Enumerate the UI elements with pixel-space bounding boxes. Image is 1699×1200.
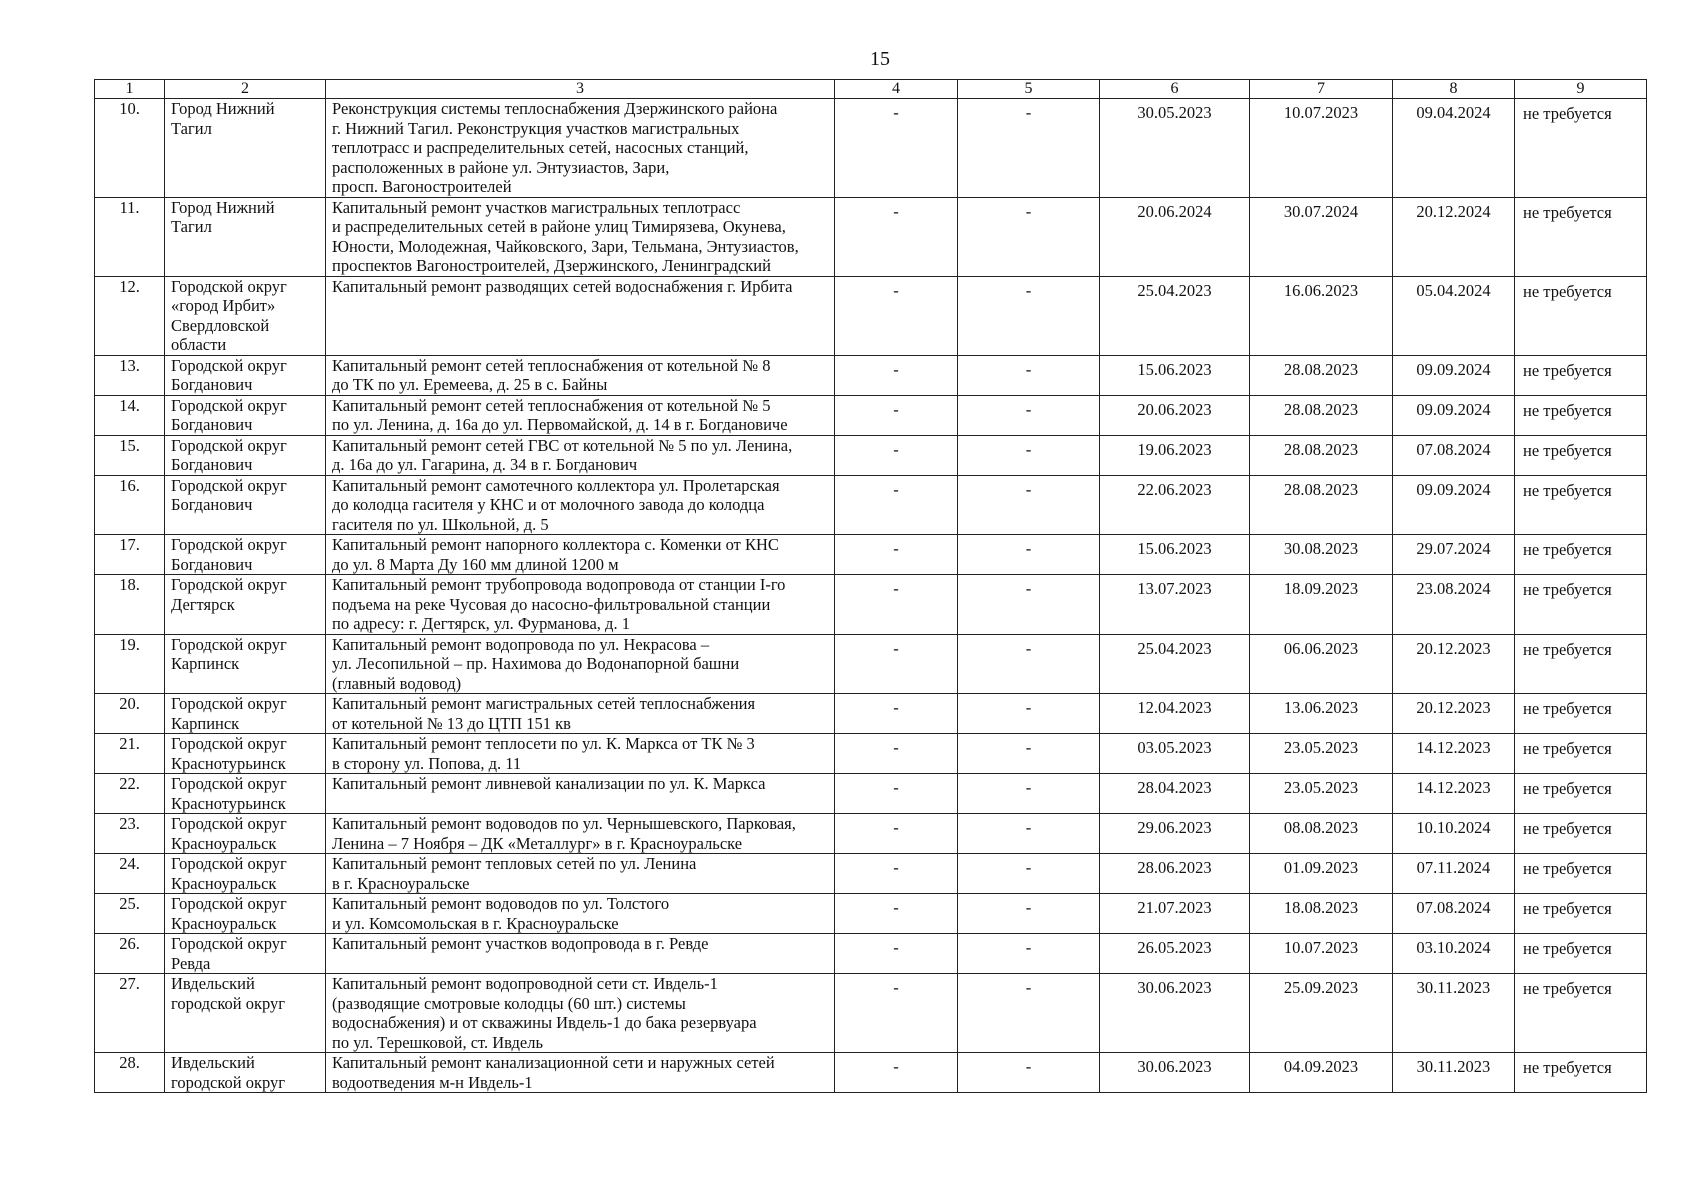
municipality-line: Карпинск	[171, 713, 240, 733]
column-4-value: -	[835, 854, 958, 894]
row-number: 12.	[95, 276, 165, 355]
date-column-8: 09.09.2024	[1393, 355, 1515, 395]
work-description-line: по ул. Терешковой, ст. Ивдель	[332, 1032, 544, 1052]
date-column-7: 18.08.2023	[1250, 894, 1393, 934]
requirement-status: не требуется	[1515, 974, 1647, 1053]
work-description-line: Капитальный ремонт теплосети по ул. К. Маркса от ТК № 3	[332, 734, 755, 753]
row-number: 25.	[95, 894, 165, 934]
column-4-value: -	[835, 475, 958, 535]
requirement-status: не требуется	[1515, 435, 1647, 475]
municipality-cell	[165, 355, 326, 395]
date-column-6: 12.04.2023	[1100, 694, 1250, 734]
municipality-line: городской округ	[171, 1072, 286, 1092]
municipality-line: Городской округ	[171, 475, 287, 495]
requirement-status: не требуется	[1515, 734, 1647, 774]
municipality-line: Ивдельский	[171, 974, 255, 993]
row-number: 20.	[95, 694, 165, 734]
date-column-7: 18.09.2023	[1250, 575, 1393, 635]
work-description-line: гасителя по ул. Школьной, д. 5	[332, 514, 549, 534]
municipality-line: Городской округ	[171, 854, 287, 873]
work-description-line: (главный водовод)	[332, 673, 462, 693]
date-column-7: 30.07.2024	[1250, 197, 1393, 276]
work-description-line: Капитальный ремонт сетей теплоснабжения от котельной № 5	[332, 395, 771, 415]
column-header: 5	[958, 80, 1100, 99]
municipality-line: Городской округ	[171, 774, 287, 793]
date-column-6: 03.05.2023	[1100, 734, 1250, 774]
municipality-line: Красноуральск	[171, 873, 277, 893]
date-column-8: 07.11.2024	[1393, 854, 1515, 894]
work-description-line: расположенных в районе ул. Энтузиастов, Зари,	[332, 157, 670, 177]
work-description-line: Капитальный ремонт водопровода по ул. Некрасова –	[332, 634, 710, 654]
date-column-7: 01.09.2023	[1250, 854, 1393, 894]
work-description-line: Капитальный ремонт участков магистральных теплотрасс	[332, 197, 741, 217]
work-description-line: ул. Лесопильной – пр. Нахимова до Водонапорной башни	[332, 654, 740, 673]
municipality-cell	[165, 894, 326, 934]
work-description-line: Юности, Молодежная, Чайковского, Зари, Тельмана, Энтузиастов,	[332, 236, 799, 256]
municipality-line: Городской округ	[171, 814, 287, 833]
column-header: 8	[1393, 80, 1515, 99]
work-description-cell	[326, 1053, 835, 1093]
work-description-line: просп. Вагоностроителей	[332, 177, 512, 196]
date-column-6: 29.06.2023	[1100, 814, 1250, 854]
date-column-6: 30.06.2023	[1100, 1053, 1250, 1093]
requirement-status: не требуется	[1515, 99, 1647, 198]
column-header: 6	[1100, 80, 1250, 99]
municipality-line: Краснотурьинск	[171, 753, 286, 773]
table-row	[95, 535, 1647, 575]
municipality-line: Городской округ	[171, 435, 287, 455]
work-description-line: до колодца гасителя у КНС и от молочного завода до колодца	[332, 495, 765, 514]
row-number: 21.	[95, 734, 165, 774]
work-description-line: по ул. Ленина, д. 16а до ул. Первомайской, д. 14 в г. Богдановиче	[332, 415, 788, 434]
table-row	[95, 197, 1647, 276]
municipality-line: Город Нижний	[171, 197, 275, 217]
municipality-line: Ивдельский	[171, 1053, 255, 1072]
municipality-line: Карпинск	[171, 654, 240, 673]
date-column-6: 28.04.2023	[1100, 774, 1250, 814]
work-description-cell	[326, 774, 835, 814]
column-5-value: -	[958, 974, 1100, 1053]
work-description-line: проспектов Вагоностроителей, Дзержинского, Ленинградский	[332, 256, 771, 275]
table-body	[95, 80, 1647, 1093]
date-column-7: 08.08.2023	[1250, 814, 1393, 854]
work-description-line: Капитальный ремонт канализационной сети и наружных сетей	[332, 1053, 775, 1072]
table-row	[95, 854, 1647, 894]
date-column-6: 21.07.2023	[1100, 894, 1250, 934]
work-description-line: (разводящие смотровые колодцы (60 шт.) системы	[332, 993, 686, 1013]
municipality-line: Богданович	[171, 415, 253, 434]
municipality-line: Тагил	[171, 118, 212, 138]
work-description-cell	[326, 734, 835, 774]
requirement-status: не требуется	[1515, 854, 1647, 894]
work-description-line: д. 16а до ул. Гагарина, д. 34 в г. Богданович	[332, 455, 638, 474]
table-row	[95, 774, 1647, 814]
work-description-cell	[326, 854, 835, 894]
work-description-line: Капитальный ремонт участков водопровода в г. Ревде	[332, 934, 709, 953]
municipality-line: Городской округ	[171, 734, 287, 753]
row-number: 14.	[95, 395, 165, 435]
work-description-line: водоотведения м-н Ивдель-1	[332, 1072, 533, 1092]
column-4-value: -	[835, 197, 958, 276]
municipality-line: Городской округ	[171, 575, 287, 594]
work-description-line: Капитальный ремонт напорного коллектора с. Коменки от КНС	[332, 535, 779, 554]
municipality-line: Богданович	[171, 455, 253, 474]
requirement-status: не требуется	[1515, 694, 1647, 734]
column-5-value: -	[958, 694, 1100, 734]
municipality-cell	[165, 694, 326, 734]
column-4-value: -	[835, 774, 958, 814]
table-row	[95, 934, 1647, 974]
work-description-cell	[326, 694, 835, 734]
date-column-6: 25.04.2023	[1100, 276, 1250, 355]
work-description-line: г. Нижний Тагил. Реконструкция участков магистральных	[332, 118, 740, 138]
column-5-value: -	[958, 276, 1100, 355]
requirement-status: не требуется	[1515, 575, 1647, 635]
row-number: 22.	[95, 774, 165, 814]
work-description-line: Капитальный ремонт сетей теплоснабжения от котельной № 8	[332, 355, 771, 375]
table-row	[95, 634, 1647, 694]
work-description-line: Капитальный ремонт сетей ГВС от котельной № 5 по ул. Ленина,	[332, 435, 793, 455]
row-number: 17.	[95, 535, 165, 575]
table-row	[95, 575, 1647, 635]
municipality-cell	[165, 814, 326, 854]
work-description-cell	[326, 99, 835, 198]
requirement-status: не требуется	[1515, 535, 1647, 575]
date-column-6: 15.06.2023	[1100, 355, 1250, 395]
row-number: 13.	[95, 355, 165, 395]
work-description-cell	[326, 974, 835, 1053]
date-column-7: 28.08.2023	[1250, 395, 1393, 435]
municipality-cell	[165, 575, 326, 635]
date-column-8: 14.12.2023	[1393, 774, 1515, 814]
row-number: 19.	[95, 634, 165, 694]
column-5-value: -	[958, 934, 1100, 974]
work-description-line: по адресу: г. Дегтярск, ул. Фурманова, д. 1	[332, 614, 630, 633]
requirement-status: не требуется	[1515, 1053, 1647, 1093]
table-row	[95, 99, 1647, 198]
date-column-7: 23.05.2023	[1250, 774, 1393, 814]
municipality-cell	[165, 276, 326, 355]
column-header: 1	[95, 80, 165, 99]
column-5-value: -	[958, 734, 1100, 774]
table-row	[95, 814, 1647, 854]
work-description-line: водоснабжения) и от скважины Ивдель-1 до бака резервуара	[332, 1013, 757, 1032]
date-column-7: 10.07.2023	[1250, 934, 1393, 974]
date-column-6: 13.07.2023	[1100, 575, 1250, 635]
municipality-line: Городской округ	[171, 355, 287, 375]
work-description-line: Капитальный ремонт трубопровода водопровода от станции I-го	[332, 575, 786, 594]
municipality-cell	[165, 99, 326, 198]
municipality-line: Городской округ	[171, 694, 287, 713]
column-4-value: -	[835, 734, 958, 774]
date-column-8: 30.11.2023	[1393, 1053, 1515, 1093]
column-4-value: -	[835, 435, 958, 475]
column-4-value: -	[835, 634, 958, 694]
table-row	[95, 276, 1647, 355]
column-number-row	[95, 80, 1647, 99]
requirement-status: не требуется	[1515, 276, 1647, 355]
work-description-line: от котельной № 13 до ЦТП 151 кв	[332, 713, 571, 733]
date-column-6: 19.06.2023	[1100, 435, 1250, 475]
column-5-value: -	[958, 535, 1100, 575]
requirement-status: не требуется	[1515, 774, 1647, 814]
column-header: 7	[1250, 80, 1393, 99]
column-5-value: -	[958, 634, 1100, 694]
work-description-line: до ул. 8 Марта Ду 160 мм длиной 1200 м	[332, 554, 619, 574]
work-description-line: Реконструкция системы теплоснабжения Дзержинского района	[332, 99, 778, 118]
work-description-cell	[326, 475, 835, 535]
municipality-cell	[165, 197, 326, 276]
requirement-status: не требуется	[1515, 355, 1647, 395]
date-column-7: 10.07.2023	[1250, 99, 1393, 198]
column-header: 2	[165, 80, 326, 99]
work-description-line: и распределительных сетей в районе улиц Тимирязева, Окунева,	[332, 217, 786, 236]
municipality-line: «город Ирбит»	[171, 296, 276, 315]
work-description-cell	[326, 814, 835, 854]
work-description-line: Капитальный ремонт тепловых сетей по ул. Ленина	[332, 854, 697, 873]
table-row	[95, 395, 1647, 435]
column-5-value: -	[958, 854, 1100, 894]
row-number: 11.	[95, 197, 165, 276]
date-column-6: 28.06.2023	[1100, 854, 1250, 894]
date-column-7: 04.09.2023	[1250, 1053, 1393, 1093]
municipality-line: Краснотурьинск	[171, 793, 286, 813]
column-5-value: -	[958, 1053, 1100, 1093]
work-description-cell	[326, 197, 835, 276]
municipality-line: Город Нижний	[171, 99, 275, 118]
date-column-6: 20.06.2023	[1100, 395, 1250, 435]
row-number: 24.	[95, 854, 165, 894]
requirement-status: не требуется	[1515, 894, 1647, 934]
municipality-line: Богданович	[171, 495, 253, 514]
column-4-value: -	[835, 395, 958, 435]
row-number: 26.	[95, 934, 165, 974]
municipality-cell	[165, 734, 326, 774]
column-4-value: -	[835, 974, 958, 1053]
municipality-cell	[165, 854, 326, 894]
municipality-line: Тагил	[171, 217, 212, 236]
work-description-line: Капитальный ремонт разводящих сетей водоснабжения г. Ирбита	[332, 276, 793, 296]
date-column-7: 28.08.2023	[1250, 435, 1393, 475]
table-row	[95, 734, 1647, 774]
column-4-value: -	[835, 694, 958, 734]
row-number: 16.	[95, 475, 165, 535]
date-column-6: 26.05.2023	[1100, 934, 1250, 974]
page-number: 15	[870, 48, 890, 70]
column-header: 3	[326, 80, 835, 99]
requirement-status: не требуется	[1515, 934, 1647, 974]
work-description-line: и ул. Комсомольская в г. Красноуральске	[332, 913, 619, 933]
work-description-line: в г. Красноуральске	[332, 873, 470, 893]
municipality-cell	[165, 774, 326, 814]
column-5-value: -	[958, 575, 1100, 635]
column-5-value: -	[958, 475, 1100, 535]
municipality-cell	[165, 1053, 326, 1093]
date-column-8: 10.10.2024	[1393, 814, 1515, 854]
column-header: 4	[835, 80, 958, 99]
requirement-status: не требуется	[1515, 475, 1647, 535]
table-row	[95, 694, 1647, 734]
date-column-8: 14.12.2023	[1393, 734, 1515, 774]
municipality-cell	[165, 535, 326, 575]
municipality-line: Богданович	[171, 554, 253, 574]
date-column-7: 06.06.2023	[1250, 634, 1393, 694]
column-4-value: -	[835, 355, 958, 395]
column-4-value: -	[835, 934, 958, 974]
column-5-value: -	[958, 395, 1100, 435]
date-column-6: 30.06.2023	[1100, 974, 1250, 1053]
table-row	[95, 475, 1647, 535]
work-description-cell	[326, 395, 835, 435]
column-5-value: -	[958, 774, 1100, 814]
municipality-cell	[165, 475, 326, 535]
requirement-status: не требуется	[1515, 634, 1647, 694]
date-column-7: 16.06.2023	[1250, 276, 1393, 355]
date-column-8: 07.08.2024	[1393, 435, 1515, 475]
date-column-8: 09.09.2024	[1393, 475, 1515, 535]
column-5-value: -	[958, 814, 1100, 854]
date-column-8: 20.12.2024	[1393, 197, 1515, 276]
date-column-8: 09.04.2024	[1393, 99, 1515, 198]
date-column-8: 05.04.2024	[1393, 276, 1515, 355]
date-column-8: 29.07.2024	[1393, 535, 1515, 575]
municipality-cell	[165, 634, 326, 694]
column-5-value: -	[958, 894, 1100, 934]
work-description-line: Капитальный ремонт водоводов по ул. Толстого	[332, 894, 670, 913]
date-column-7: 28.08.2023	[1250, 355, 1393, 395]
municipality-cell	[165, 934, 326, 974]
municipality-line: Городской округ	[171, 634, 287, 654]
date-column-8: 20.12.2023	[1393, 634, 1515, 694]
date-column-7: 25.09.2023	[1250, 974, 1393, 1053]
municipality-line: области	[171, 335, 227, 354]
municipality-line: Ревда	[171, 953, 211, 973]
municipality-line: Городской округ	[171, 535, 287, 554]
column-5-value: -	[958, 355, 1100, 395]
row-number: 27.	[95, 974, 165, 1053]
work-description-cell	[326, 355, 835, 395]
work-description-line: подъема на реке Чусовая до насосно-фильтровальной станции	[332, 594, 771, 614]
column-header: 9	[1515, 80, 1647, 99]
date-column-7: 30.08.2023	[1250, 535, 1393, 575]
table-row	[95, 435, 1647, 475]
column-5-value: -	[958, 197, 1100, 276]
column-4-value: -	[835, 1053, 958, 1093]
date-column-6: 15.06.2023	[1100, 535, 1250, 575]
work-description-line: в сторону ул. Попова, д. 11	[332, 753, 522, 773]
requirement-status: не требуется	[1515, 395, 1647, 435]
work-description-cell	[326, 894, 835, 934]
date-column-6: 20.06.2024	[1100, 197, 1250, 276]
date-column-8: 23.08.2024	[1393, 575, 1515, 635]
row-number: 10.	[95, 99, 165, 198]
municipality-line: Городской округ	[171, 276, 287, 296]
work-description-cell	[326, 575, 835, 635]
work-description-line: Ленина – 7 Ноября – ДК «Металлург» в г. Красноуральске	[332, 833, 743, 853]
date-column-7: 28.08.2023	[1250, 475, 1393, 535]
work-description-line: Капитальный ремонт водопроводной сети ст. Ивдель-1	[332, 974, 718, 993]
municipality-line: Богданович	[171, 375, 253, 394]
column-4-value: -	[835, 894, 958, 934]
municipality-line: Красноуральск	[171, 913, 277, 933]
date-column-6: 30.05.2023	[1100, 99, 1250, 198]
row-number: 28.	[95, 1053, 165, 1093]
work-description-cell	[326, 276, 835, 355]
work-description-line: до ТК по ул. Еремеева, д. 25 в с. Байны	[332, 375, 608, 394]
date-column-8: 20.12.2023	[1393, 694, 1515, 734]
date-column-8: 03.10.2024	[1393, 934, 1515, 974]
municipality-line: Красноуральск	[171, 833, 277, 853]
column-4-value: -	[835, 535, 958, 575]
work-description-cell	[326, 634, 835, 694]
municipality-line: Городской округ	[171, 894, 287, 913]
table-row	[95, 355, 1647, 395]
municipality-cell	[165, 435, 326, 475]
column-4-value: -	[835, 99, 958, 198]
date-column-7: 23.05.2023	[1250, 734, 1393, 774]
work-description-cell	[326, 535, 835, 575]
date-column-8: 30.11.2023	[1393, 974, 1515, 1053]
municipality-line: Городской округ	[171, 934, 287, 953]
municipality-cell	[165, 395, 326, 435]
work-description-cell	[326, 435, 835, 475]
work-description-line: теплотрасс и распределительных сетей, насосных станций,	[332, 138, 749, 157]
municipality-line: Городской округ	[171, 395, 287, 415]
date-column-8: 09.09.2024	[1393, 395, 1515, 435]
column-4-value: -	[835, 276, 958, 355]
table-row	[95, 1053, 1647, 1093]
column-5-value: -	[958, 435, 1100, 475]
requirement-status: не требуется	[1515, 197, 1647, 276]
work-description-line: Капитальный ремонт магистральных сетей теплоснабжения	[332, 694, 756, 713]
column-4-value: -	[835, 814, 958, 854]
table-row	[95, 974, 1647, 1053]
date-column-6: 22.06.2023	[1100, 475, 1250, 535]
column-5-value: -	[958, 99, 1100, 198]
row-number: 18.	[95, 575, 165, 635]
municipality-cell	[165, 974, 326, 1053]
work-description-line: Капитальный ремонт самотечного коллектора ул. Пролетарская	[332, 475, 780, 495]
date-column-7: 13.06.2023	[1250, 694, 1393, 734]
date-column-6: 25.04.2023	[1100, 634, 1250, 694]
row-number: 23.	[95, 814, 165, 854]
row-number: 15.	[95, 435, 165, 475]
municipality-line: Свердловской	[171, 315, 270, 335]
work-description-cell	[326, 934, 835, 974]
work-description-line: Капитальный ремонт водоводов по ул. Чернышевского, Парковая,	[332, 814, 796, 833]
schedule-table	[94, 79, 1647, 1093]
work-description-line: Капитальный ремонт ливневой канализации по ул. К. Маркса	[332, 774, 766, 793]
municipality-line: Дегтярск	[171, 594, 235, 614]
column-4-value: -	[835, 575, 958, 635]
date-column-8: 07.08.2024	[1393, 894, 1515, 934]
table-row	[95, 894, 1647, 934]
municipality-line: городской округ	[171, 993, 286, 1013]
requirement-status: не требуется	[1515, 814, 1647, 854]
